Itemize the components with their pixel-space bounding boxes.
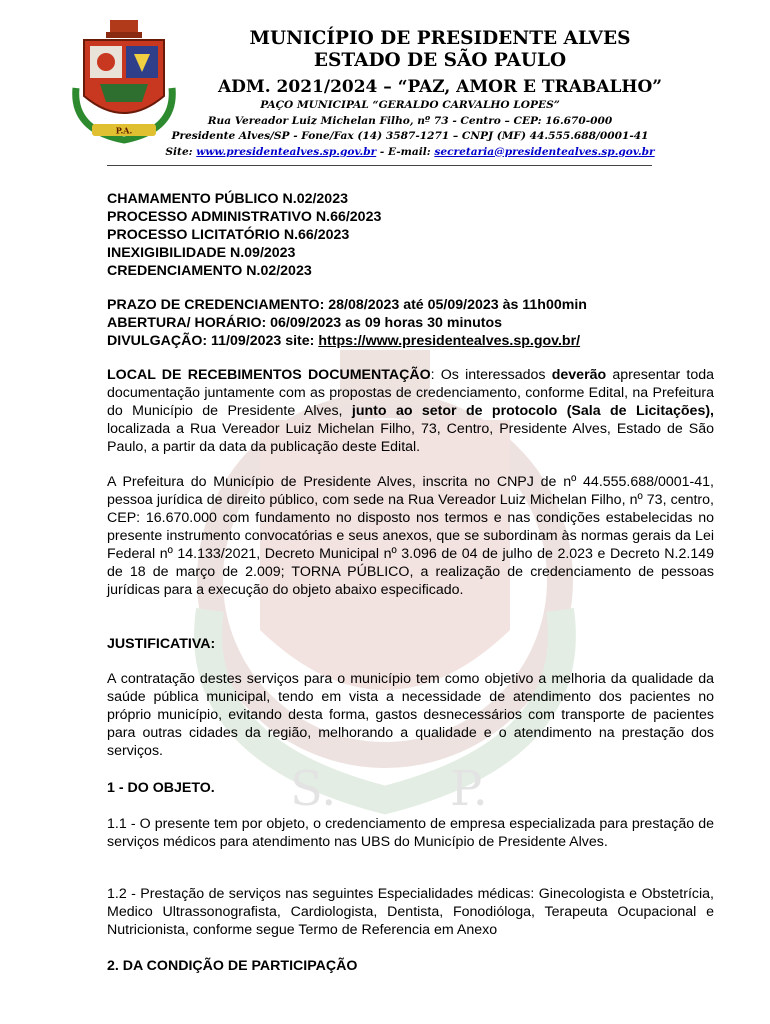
local-paragraph bbox=[107, 366, 714, 456]
prazo-line bbox=[107, 296, 714, 314]
justificativa-heading: JUSTIFICATIVA: bbox=[107, 636, 216, 652]
abertura-value: : 06/09/2023 as 09 horas 30 minutos bbox=[261, 315, 503, 331]
divulgacao-link[interactable]: https://www.presidentealves.sp.gov.br/ bbox=[318, 333, 581, 349]
deadlines-block bbox=[107, 296, 714, 350]
site-email-line bbox=[140, 145, 680, 161]
local-label: LOCAL DE RECEBIMENTOS DOCUMENTAÇÃO bbox=[107, 367, 431, 383]
header-contact-info bbox=[140, 98, 680, 160]
justificativa-text: A contratação destes serviços para o município tem como objetivo a melhoria da qualidade da saúde pública municipal, tendo em vista a necessidade de atendimento dos pacientes no próprio município, evitando desta forma, gastos desnecessários com transporte de pacientes para outras cidades da região, melhorando a qualidade e o atendimento na prestação dos serviços. bbox=[107, 671, 714, 759]
reference-block bbox=[107, 190, 714, 280]
ref-inexigibilidade: INEXIGIBILIDADE N.09/2023 bbox=[107, 245, 296, 261]
email-label: - E-mail: bbox=[376, 145, 435, 158]
abertura-label: ABERTURA/ HORÁRIO bbox=[107, 315, 262, 331]
divulgacao-line bbox=[107, 332, 714, 350]
objeto-heading: 1 - DO OBJETO. bbox=[107, 780, 215, 796]
phone-cnpj-line: Presidente Alves/SP - Fone/Fax (14) 3587-1271 – CNPJ (MF) 44.555.688/0001-41 bbox=[171, 130, 649, 142]
municipality-title: MUNICÍPIO DE PRESIDENTE ALVES bbox=[249, 28, 631, 49]
header-divider bbox=[107, 165, 652, 166]
document-header bbox=[180, 28, 700, 99]
intro-paragraph: A Prefeitura do Município de Presidente Alves, inscrita no CNPJ de nº 44.555.688/0001-41, pessoa jurídica de direito público, com sede na Rua Vereador Luiz Michelan Filho, nº 73, centro, CEP: 16.670.000 com fundamento no disposto nos termos e nas condições estabelecidas no presente instrumento convocatórias e seus anexos, que se subordinam às normas gerais da Lei Federal nº 14.133/2021, Decreto Municipal nº 3.096 de 04 de julho de 2.023 e Decreto N.2.149 de 18 de março de 2.009; TORNA PÚBLICO, a realização de credenciamento de pessoas jurídicas para a execução do objeto abaixo especificado. bbox=[107, 474, 714, 598]
prazo-value: : 28/08/2023 até 05/09/2023 às 11h00min bbox=[319, 297, 587, 313]
local-text-1: : Os interessados bbox=[430, 367, 552, 383]
ref-credenciamento: CREDENCIAMENTO N.02/2023 bbox=[107, 263, 312, 279]
paco-municipal-line: PAÇO MUNICIPAL “GERALDO CARVALHO LOPES” bbox=[260, 99, 560, 111]
state-title: ESTADO DE SÃO PAULO bbox=[313, 50, 567, 71]
ref-chamamento: CHAMAMENTO PÚBLICO N.02/2023 bbox=[107, 191, 348, 207]
objeto-item-1-1: 1.1 - O presente tem por objeto, o credenciamento de empresa especializada para prestação de serviços médicos para atendimento nas UBS do Município de Presidente Alves. bbox=[107, 816, 714, 850]
email-link[interactable]: secretaria@presidentealves.sp.gov.br bbox=[434, 145, 655, 158]
address-line: Rua Vereador Luiz Michelan Filho, nº 73 - Centro – CEP: 16.670-000 bbox=[207, 114, 613, 127]
local-bold-deverao: deverão bbox=[551, 367, 607, 383]
abertura-line bbox=[107, 314, 714, 332]
site-label: Site: bbox=[165, 145, 197, 158]
watermark-letter-s: S. bbox=[290, 761, 337, 817]
crest-monogram: P.A. bbox=[115, 125, 133, 136]
ref-processo-licitatorio: PROCESSO LICITATÓRIO N.66/2023 bbox=[107, 227, 350, 243]
watermark-letter-p: P. bbox=[450, 761, 488, 817]
local-text-2: apresentar toda documentação juntamente com as propostas de credenciamento, conforme Edital, na Prefeitura do Município de Presidente Alves, bbox=[107, 367, 714, 419]
site-link[interactable]: www.presidentealves.sp.gov.br bbox=[196, 145, 377, 158]
administration-motto: ADM. 2021/2024 – “PAZ, AMOR E TRABALHO” bbox=[217, 77, 663, 97]
objeto-item-1-2: 1.2 - Prestação de serviços nas seguintes Especialidades médicas: Ginecologista e Obstetrícia, Medico Ultrassonografista, Cardiologista, Dentista, Fonodióloga, Terapeuta Ocupacional e Nutricionista, conforme segue Termo de Referencia em Anexo bbox=[107, 886, 714, 938]
divulgacao-label: DIVULGAÇÃO bbox=[107, 333, 203, 349]
prazo-label: PRAZO DE CREDENCIAMENTO bbox=[107, 297, 320, 313]
local-bold-protocolo: junto ao setor de protocolo (Sala de Licitações), bbox=[351, 403, 714, 419]
local-text-3: localizada a Rua Vereador Luiz Michelan Filho, 73, Centro, Presidente Alves, Estado de São Paulo, a partir da data da publicação deste Edital. bbox=[107, 421, 714, 455]
divulgacao-value: : 11/09/2023 site: bbox=[202, 333, 319, 349]
ref-processo-administrativo: PROCESSO ADMINISTRATIVO N.66/2023 bbox=[107, 209, 382, 225]
participacao-heading: 2. DA CONDIÇÃO DE PARTICIPAÇÃO bbox=[107, 958, 358, 974]
